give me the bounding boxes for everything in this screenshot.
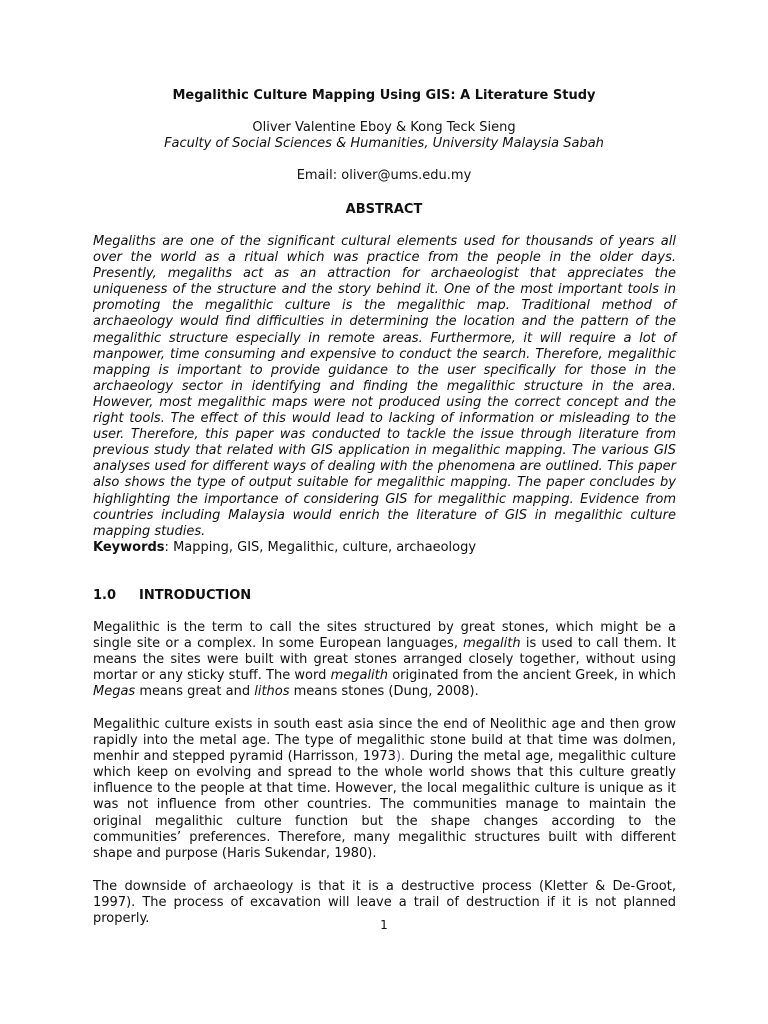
text-run: means great and [135, 684, 255, 700]
section-number: 1.0 [93, 588, 117, 603]
keywords-label: Keywords [93, 540, 165, 555]
keywords-line [93, 540, 676, 555]
citation-link-mark: , [354, 749, 359, 765]
author-names: Oliver Valentine Eboy & Kong Teck Sieng [252, 120, 516, 135]
author-affiliation: Faculty of Social Sciences & Humanities, University Malaysia Sabah [164, 136, 604, 151]
text-run: is used to call them. It means the sites were built with great stones arranged closely together, without using mortar or any sticky stuff. The word [93, 636, 676, 684]
citation-link-mark: ). [395, 749, 406, 765]
intro-paragraph-3: The downside of archaeology is that it is a destructive process (Kletter & De-Groot, 1997). The process of excavation will leave a trail of destruction if it is not planned properly. [93, 879, 676, 927]
abstract-heading: ABSTRACT [345, 202, 423, 217]
text-run: Megalithic culture exists in south east asia since the end of Neolithic age and then grow rapidly into the metal age. The type of megalithic stone build at that time was dolmen, menhir and stepped pyramid (Harrisson [93, 717, 676, 765]
italic-term: megalith [463, 636, 521, 652]
text-run: originated from the ancient Greek, in which [388, 668, 677, 684]
italic-term: lithos [254, 684, 290, 700]
section-title: INTRODUCTION [139, 588, 252, 603]
intro-paragraph-2 [93, 717, 676, 862]
section-heading-introduction [93, 588, 676, 603]
text-run: During the metal age, megalithic culture which keep on evolving and spread to the whole world shows that this culture greatly influence to the people at that time. However, the local megalithic culture is unique as it was not influence from other countries. The communities manage to maintain the original megalithic culture function but the shape changes according to the communities’ preferences. Therefore, many megalithic structures built with different shape and purpose (Haris Sukendar, 1980). [93, 749, 676, 861]
text-run: Megalithic is the term to call the sites structured by great stones, which might be a single site or a complex. In some European languages, [93, 620, 676, 652]
text-run: 1973 [358, 749, 396, 765]
italic-term: megalith [330, 668, 389, 684]
italic-term: Megas [93, 684, 136, 700]
intro-paragraph-1 [93, 620, 676, 700]
paper-title: Megalithic Culture Mapping Using GIS: A Literature Study [172, 88, 596, 103]
keywords-text: Mapping, GIS, Megalithic, culture, archaeology [173, 540, 477, 555]
keywords-separator: : [164, 540, 174, 555]
page-number: 1 [380, 918, 388, 932]
abstract-text: Megaliths are one of the significant cultural elements used for thousands of years all over the world as a ritual which was practice from the people in the older days. Presently, megaliths act as an attraction for archaeologist that appreciates the uniqueness of the structure and the story behind it. One of the most important tools in promoting the megalithic culture is the megalithic map. Traditional method of archaeology would find difficulties in determining the location and the pattern of the megalithic structure especially in remote areas. Furthermore, it will require a lot of manpower, time consuming and expensive to conduct the search. Therefore, megalithic mapping is important to provide guidance to the user specifically for those in the archaeology sector in identifying and finding the megalithic structure in the area. However, most megalithic maps were not produced using the correct concept and the right tools. The effect of this would lead to lacking of information or misleading to the user. Therefore, this paper was conducted to tackle the issue through literature from previous study that related with GIS application in megalithic mapping. The various GIS analyses used for different ways of dealing with the phenomena are outlined. This paper also shows the type of output suitable for megalithic mapping. The paper concludes by highlighting the importance of considering GIS for megalithic mapping. Evidence from countries including Malaysia would enrich the literature of GIS in megalithic culture mapping studies. [93, 234, 676, 539]
text-run: means stones (Dung, 2008). [289, 684, 479, 700]
author-email: Email: oliver@ums.edu.my [296, 168, 472, 183]
